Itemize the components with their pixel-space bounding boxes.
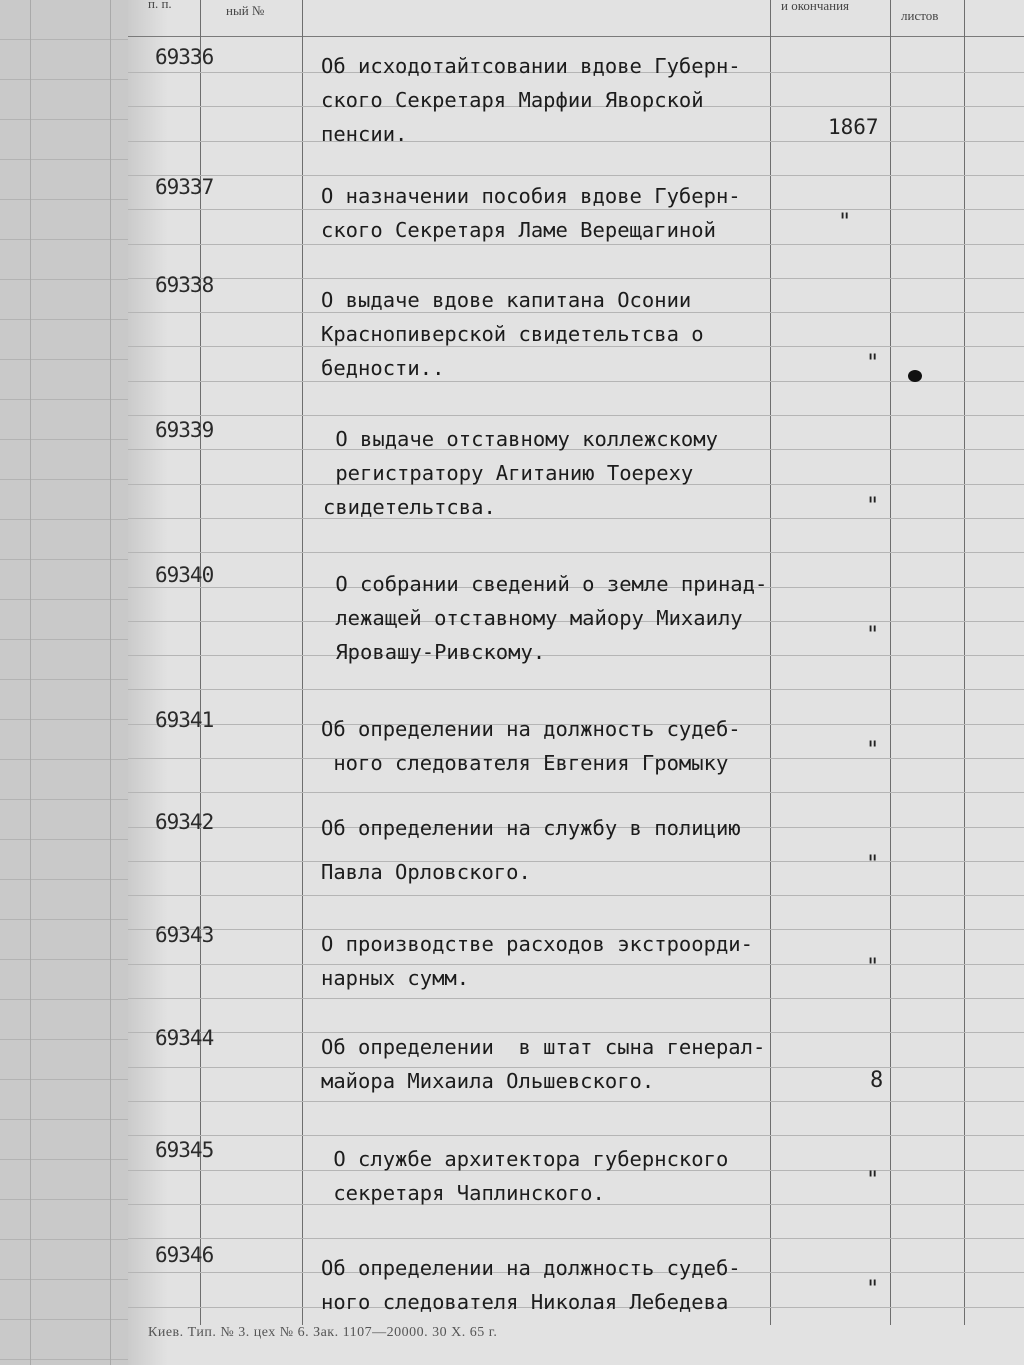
ruled-line — [128, 895, 1024, 896]
header-index: п. п. — [148, 0, 172, 11]
entry-title: О назначении пособия вдове Губерн- ского Секретаря Ламе Верещагиной — [321, 184, 741, 242]
entry-sheets: " — [866, 852, 880, 877]
entry-sheets: " — [866, 494, 880, 519]
entry-title: О собрании сведений о земле принад- лежащей отставному майору Михаилу Яровашу-Ривскому. — [323, 572, 768, 664]
previous-page-column-line — [110, 0, 111, 1365]
ink-blot — [908, 370, 922, 382]
header-dates: и окончания — [781, 0, 850, 13]
ledger-page — [128, 0, 1024, 1365]
previous-page-margin-line — [30, 0, 31, 1365]
entry-number: 69342 — [155, 810, 214, 834]
entry-title: Об определении на должность судеб- ного следователя Евгения Громыку — [321, 717, 741, 775]
entry-sheets: " — [866, 623, 880, 648]
entry-number: 69346 — [155, 1243, 214, 1267]
printer-footer: Киев. Тип. № 3. цех № 6. Зак. 1107—20000. 30 X. 65 г. — [148, 1325, 498, 1340]
header-sheets: листов — [901, 8, 939, 23]
entry-number: 69339 — [155, 418, 214, 442]
ruled-line — [128, 1238, 1024, 1239]
entry-title: Об исходотайтсовании вдове Губерн- ского Секретаря Марфии Яворской пенсии. — [321, 54, 741, 146]
ruled-line — [128, 175, 1024, 176]
entry-title: Об определении на службу в полицию Павла Орловского. — [321, 816, 741, 884]
entry-date: 1867 — [828, 115, 879, 139]
ruled-line — [128, 415, 1024, 416]
entry-sheets: " — [866, 738, 880, 763]
entry-number: 69340 — [155, 563, 214, 587]
ruled-line — [128, 552, 1024, 553]
entry-number: 69345 — [155, 1138, 214, 1162]
column-line-sheets — [890, 0, 891, 1325]
entry-number: 69341 — [155, 708, 214, 732]
entry-sheets: " — [866, 955, 880, 980]
entry-sheets: " — [866, 1277, 880, 1302]
entry-number: 69343 — [155, 923, 214, 947]
entry-title: О выдаче вдове капитана Осонии Краснопиверской свидетельтсва о бедности.. — [321, 288, 704, 380]
ruled-line — [128, 792, 1024, 793]
column-line-notes — [964, 0, 965, 1325]
ruled-line — [128, 1135, 1024, 1136]
entry-sheets: " — [866, 1168, 880, 1193]
entry-title: О службе архитектора губернского секретаря Чаплинского. — [321, 1147, 729, 1205]
ruled-line — [128, 278, 1024, 279]
entry-title: Об определении в штат сына генерал- майора Михаила Ольшевского. — [321, 1035, 766, 1093]
entry-title: О производстве расходов экстроорди- нарных сумм. — [321, 932, 753, 990]
entry-number: 69344 — [155, 1026, 214, 1050]
column-line-title — [302, 0, 303, 1325]
ruled-line — [128, 689, 1024, 690]
entry-sheets: 8 — [870, 1068, 884, 1093]
entry-number: 69336 — [155, 45, 214, 69]
entry-number: 69337 — [155, 175, 214, 199]
entry-number: 69338 — [155, 273, 214, 297]
header-number: ный № — [226, 3, 265, 18]
entry-title: О выдаче отставному коллежскому регистратору Агитанию Тоереху свидетельтсва. — [323, 427, 718, 519]
ruled-line — [128, 1101, 1024, 1102]
entry-title: Об определении на должность судеб- ного следователя Николая Лебедева — [321, 1256, 741, 1314]
ruled-line — [128, 998, 1024, 999]
entry-sheets: " — [838, 210, 852, 235]
entry-sheets: " — [866, 351, 880, 376]
